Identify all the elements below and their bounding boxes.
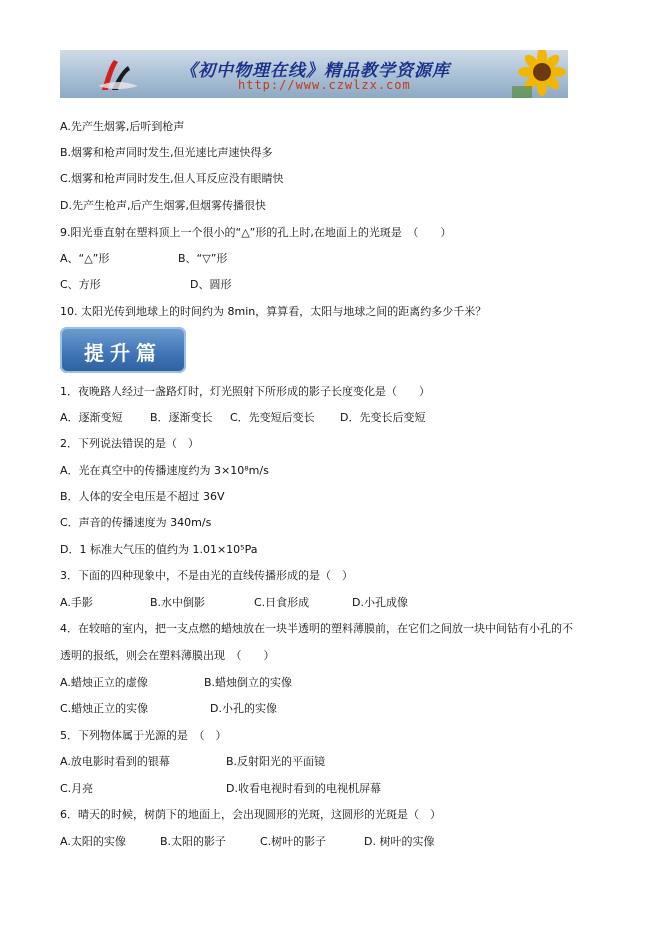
question-9-stem: 9.阳光垂直射在塑料顶上一个很小的“△”形的孔上时,在地面上的光斑是 （ ） <box>60 226 452 239</box>
sunflower-icon <box>512 50 566 98</box>
option-line: C.烟雾和枪声同时发生,但人耳反应没有眼睛快 <box>60 172 284 185</box>
q4-option-d: D.小孔的实像 <box>210 702 277 715</box>
q2-option-d: D．1 标准大气压的值约为 1.01×10⁵Pa <box>60 543 258 556</box>
q4-option-c: C.蜡烛正立的实像 <box>60 702 149 715</box>
q5-option-b: B.反射阳光的平面镜 <box>226 755 326 768</box>
q1-option-b: B．逐渐变长 <box>150 411 213 424</box>
option-line: A.先产生烟雾,后听到枪声 <box>60 120 185 133</box>
option-line: B.烟雾和枪声同时发生,但光速比声速快得多 <box>60 146 273 159</box>
q1-option-d: D．先变长后变短 <box>340 411 426 424</box>
q5-option-d: D.收看电视时看到的电视机屏幕 <box>226 782 381 795</box>
q6-option-d: D. 树叶的实像 <box>364 835 435 848</box>
q6-option-a: A.太阳的实像 <box>60 835 126 848</box>
q4-option-a: A.蜡烛正立的虚像 <box>60 676 148 689</box>
q9-option-b: B、“▽”形 <box>178 252 228 265</box>
banner-title: 《初中物理在线》精品教学资源库 <box>180 61 450 81</box>
q9-option-a: A、“△”形 <box>60 252 110 265</box>
question-10-stem: 10. 太阳光传到地球上的时间约为 8min，算算看，太阳与地球之间的距离约多少千米？ <box>60 305 487 318</box>
q4-option-b: B.蜡烛倒立的实像 <box>204 676 293 689</box>
q3-option-d: D.小孔成像 <box>352 596 408 609</box>
q3-option-b: B.水中倒影 <box>150 596 206 609</box>
banner-url[interactable]: http://www.czwlzx.com <box>238 78 411 92</box>
q6-option-c: C.树叶的影子 <box>260 835 327 848</box>
question-2-stem: 2．下列说法错误的是（ ） <box>60 437 199 450</box>
header-banner <box>60 50 568 98</box>
question-3-stem: 3．下面的四种现象中，不是由光的直线传播形成的是（ ） <box>60 569 353 582</box>
section-badge <box>60 327 186 373</box>
q2-option-c: C．声音的传播速度为 340m/s <box>60 516 212 529</box>
question-5-stem: 5．下列物体属于光源的是 （ ） <box>60 729 227 742</box>
q5-option-a: A.放电影时看到的银幕 <box>60 755 170 768</box>
q1-option-a: A．逐渐变短 <box>60 411 123 424</box>
q1-option-c: C．先变短后变长 <box>230 411 315 424</box>
q5-option-c: C.月亮 <box>60 782 94 795</box>
q3-option-a: A.手影 <box>60 596 93 609</box>
q2-option-a: A．光在真空中的传播速度约为 3×10⁸m/s <box>60 464 269 477</box>
logo-icon <box>96 56 140 94</box>
q2-option-b: B．人体的安全电压是不超过 36V <box>60 490 225 503</box>
section-badge-label: 提升篇 <box>84 341 162 365</box>
question-4-stem-cont: 透明的报纸，则会在塑料薄膜出现 （ ） <box>60 649 275 662</box>
question-1-stem: 1．夜晚路人经过一盏路灯时，灯光照射下所形成的影子长度变化是（ ） <box>60 385 430 398</box>
option-line: D.先产生枪声,后产生烟雾,但烟雾传播很快 <box>60 199 266 212</box>
question-4-stem: 4．在较暗的室内，把一支点燃的蜡烛放在一块半透明的塑料薄膜前，在它们之间放一块中间钻有小孔的不 <box>60 622 573 635</box>
q6-option-b: B.太阳的影子 <box>160 835 227 848</box>
q9-option-d: D、圆形 <box>190 278 232 291</box>
q9-option-c: C、方形 <box>60 278 101 291</box>
q3-option-c: C.日食形成 <box>254 596 310 609</box>
question-6-stem: 6．晴天的时候，树荫下的地面上，会出现圆形的光斑，这圆形的光斑是（ ） <box>60 808 441 821</box>
